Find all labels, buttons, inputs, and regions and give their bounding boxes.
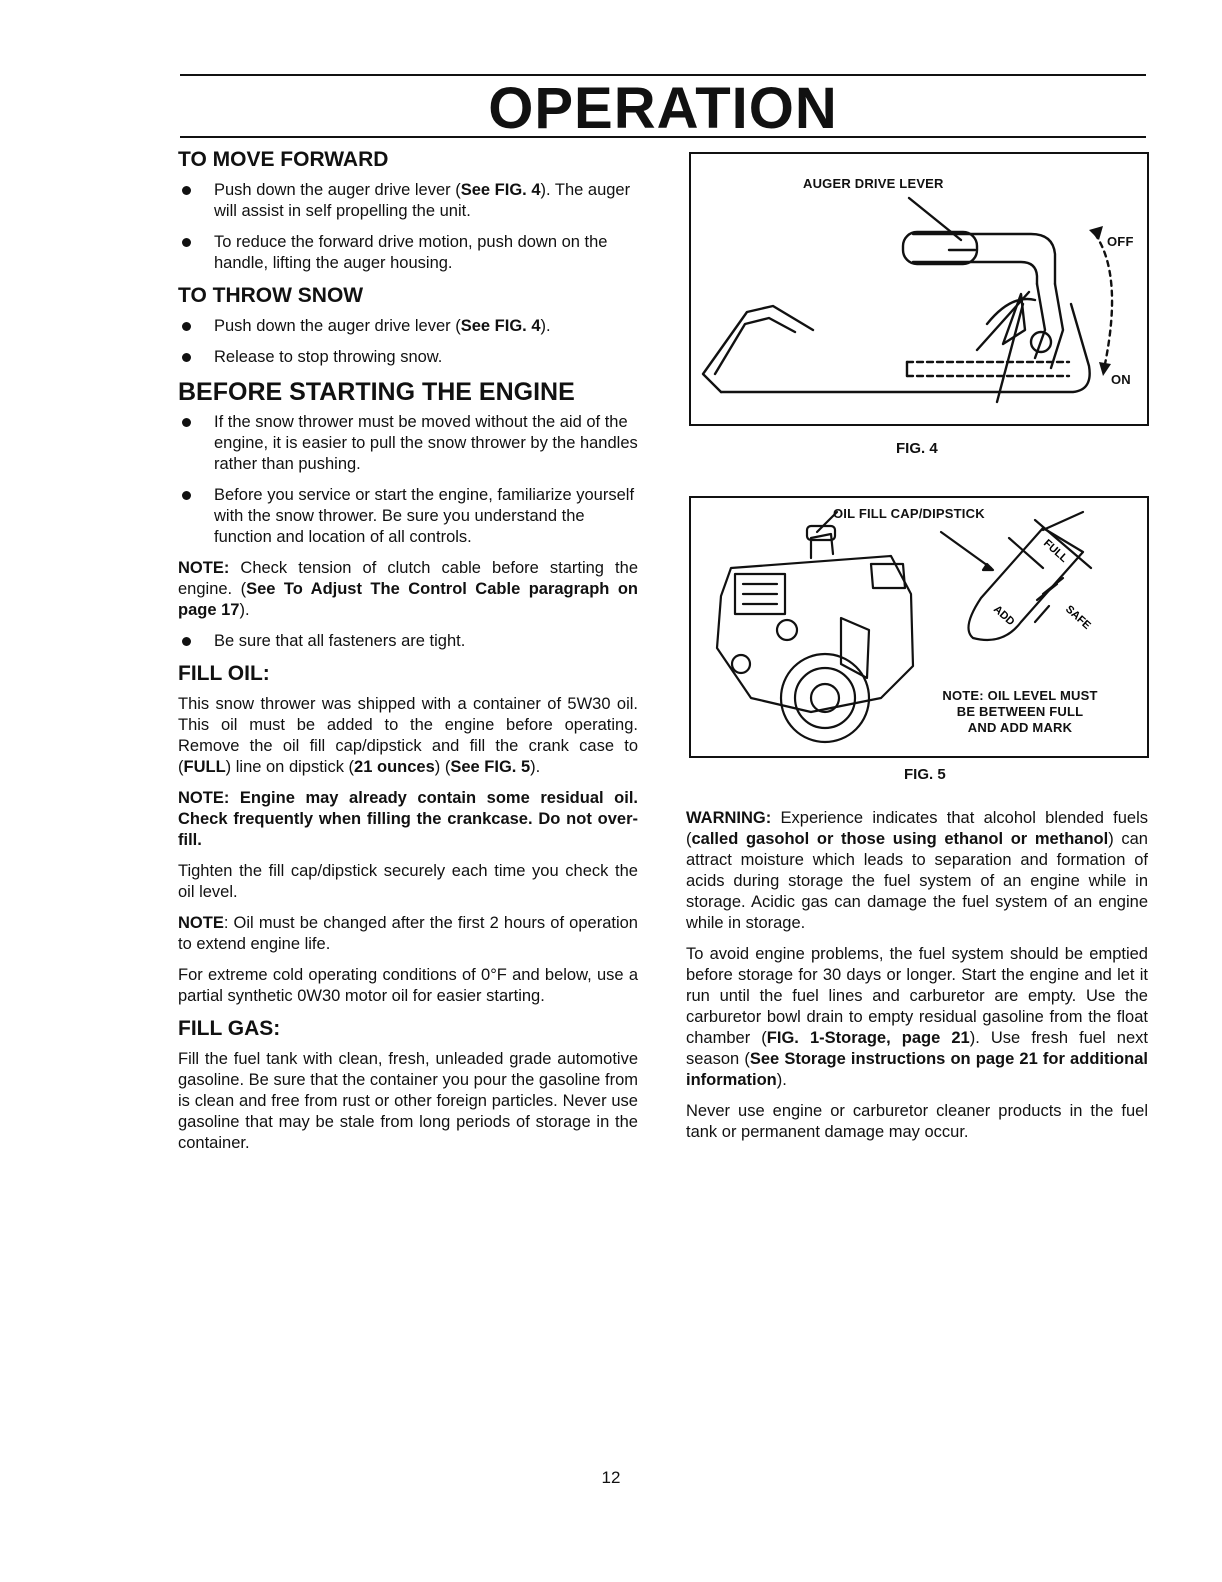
figure-5-caption: FIG. 5 <box>904 766 946 783</box>
paragraph-cold-conditions: For extreme cold operating conditions of 0°F and below, use a partial synthetic 0W30 motor oil for easier starting. <box>178 966 638 1005</box>
auger-drive-lever-illustration <box>691 154 1147 424</box>
dipstick-full-mark: FULL <box>1040 537 1070 566</box>
dipstick-safe-mark: SAFE <box>1062 603 1093 632</box>
right-column <box>686 808 1148 1153</box>
list-item: Push down the auger drive lever (See FIG. 4). The auger will assist in self propelling the unit. <box>178 180 638 222</box>
paragraph-fill-oil: This snow thrower was shipped with a container of 5W30 oil. This oil must be added to the engine before operating. Remove the oil fill cap/dipstick and fill the crank case to (FULL) line on dipstick (21 ounces) (See FIG. 5). <box>178 695 638 776</box>
heading-fill-oil: FILL OIL: <box>178 662 270 685</box>
on-label: ON <box>1111 372 1131 387</box>
heading-move-forward: TO MOVE FORWARD <box>178 148 389 171</box>
figure-4-caption: FIG. 4 <box>896 440 938 457</box>
list-item: If the snow thrower must be moved without the aid of the engine, it is easier to pull the snow thrower by the handles rather than pushing. <box>178 412 638 475</box>
paragraph-fill-gas: Fill the fuel tank with clean, fresh, unleaded grade automotive gasoline. Be sure that the container you pour the gasoline from is clean and free from rust or other foreign particles. Never use gasoline that may be stale from long periods of storage in the container. <box>178 1050 638 1152</box>
note-oil-change: NOTE: Oil must be changed after the first 2 hours of operation to extend engine life. <box>178 914 638 953</box>
figure-5-note: NOTE: OIL LEVEL MUST BE BETWEEN FULL AND ADD MARK <box>942 688 1098 735</box>
list-item: Push down the auger drive lever (See FIG. 4). <box>178 316 638 337</box>
list-item: To reduce the forward drive motion, push down on the handle, lifting the auger housing. <box>178 232 638 274</box>
heading-fill-gas: FILL GAS: <box>178 1017 281 1040</box>
paragraph-tighten-cap: Tighten the fill cap/dipstick securely each time you check the oil level. <box>178 862 638 901</box>
figure-4-box <box>689 152 1149 426</box>
page-title: OPERATION <box>488 76 838 141</box>
figure-4-label: AUGER DRIVE LEVER <box>803 176 944 191</box>
on-arrowhead <box>1099 362 1111 376</box>
off-arrowhead <box>1089 226 1103 240</box>
paragraph-cleaner-warning: Never use engine or carburetor cleaner products in the fuel tank or permanent damage may occur. <box>686 1102 1148 1141</box>
title-rule <box>180 136 1146 138</box>
figure-5-box <box>689 496 1149 758</box>
note-clutch-cable: NOTE: Check tension of clutch cable before starting the engine. (See To Adjust The Control Cable paragraph on page 17). <box>178 559 638 619</box>
left-column <box>178 148 638 1164</box>
page-number: 12 <box>601 1468 621 1487</box>
list-item: Release to stop throwing snow. <box>178 347 638 368</box>
paragraph-fuel-storage: To avoid engine problems, the fuel system should be emptied before storage for 30 days or longer. Start the engine and let it run until the fuel lines and carburetor are empty. Use the carburetor bowl drain to empty residual gasoline from the float chamber (FIG. 1-Storage, page 21). Use fresh fuel next season (See Storage instructions on page 21 for additional information). <box>686 945 1148 1089</box>
list-item: Be sure that all fasteners are tight. <box>178 631 638 652</box>
note-residual-oil: NOTE: Engine may already contain some residual oil. Check frequently when filling the crankcase. Do not over-fill. <box>178 789 638 849</box>
list-item: Before you service or start the engine, familiarize yourself with the snow thrower. Be sure you understand the function and location of all controls. <box>178 485 638 548</box>
figure-5-label: OIL FILL CAP/DIPSTICK <box>833 506 985 521</box>
heading-before-starting: BEFORE STARTING THE ENGINE <box>178 378 575 406</box>
heading-throw-snow: TO THROW SNOW <box>178 284 364 307</box>
dipstick-add-mark: ADD <box>990 603 1017 629</box>
off-label: OFF <box>1107 234 1134 249</box>
warning-paragraph: WARNING: Experience indicates that alcohol blended fuels (called gasohol or those using ethanol or methanol) can attract moisture which leads to separation and formation of acids during storage the fuel system of an engine while in storage. Acidic gas can damage the fuel system of an engine while in storage. <box>686 809 1148 932</box>
